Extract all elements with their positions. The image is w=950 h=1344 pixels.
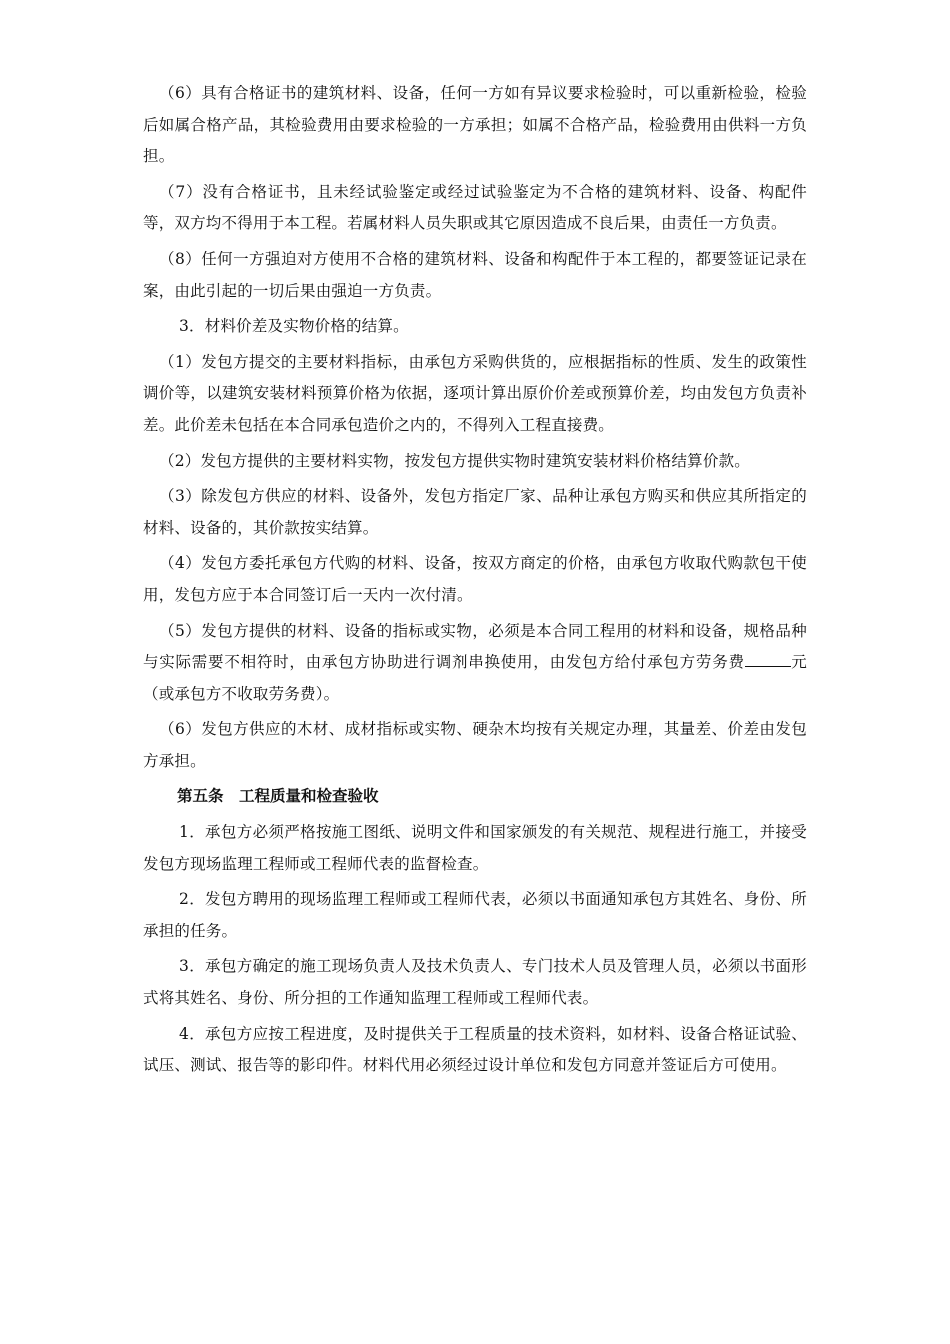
clause-5-1: 1．承包方必须严格按施工图纸、说明文件和国家颁发的有关规范、规程进行施工，并接受发包方现场监理工程师或工程师代表的监督检查。 bbox=[143, 823, 807, 873]
clause-4-3-3: （3）除发包方供应的材料、设备外，发包方指定厂家、品种让承包方购买和供应其所指定的材料、设备的，其价款按实结算。 bbox=[143, 487, 807, 537]
clause-5-3: 3．承包方确定的施工现场负责人及技术负责人、专门技术人员及管理人员，必须以书面形式将其姓名、身份、所分担的工作通知监理工程师或工程师代表。 bbox=[143, 957, 807, 1008]
clause-4-2-7: （7）没有合格证书，且未经试验鉴定或经过试验鉴定为不合格的建筑材料、设备、构配件等，双方均不得用于本工程。若属材料人员失职或其它原因造成不良后果，由责任一方负责。 bbox=[143, 182, 807, 233]
article-5-title: 第五条 工程质量和检查验收 bbox=[177, 787, 379, 806]
clause-4-3-6: （6）发包方供应的木材、成材指标或实物、硬杂木均按有关规定办理，其量差、价差由发包方承担。 bbox=[143, 720, 807, 770]
clause-4-3-4: （4）发包方委托承包方代购的材料、设备，按双方商定的价格，由承包方收取代购款包干使用，发包方应于本合同签订后一天内一次付清。 bbox=[143, 554, 807, 604]
clause-5-4: 4．承包方应按工程进度，及时提供关于工程质量的技术资料，如材料、设备合格证试验、试压、测试、报告等的影印件。材料代用必须经过设计单位和发包方同意并签证后方可使用。 bbox=[143, 1024, 807, 1075]
clause-4-3-5 bbox=[143, 616, 807, 711]
clause-4-3-2: （2）发包方提供的主要材料实物，按发包方提供实物时建筑安装材料价格结算价款。 bbox=[159, 451, 750, 470]
clause-4-3-5-text: （5）发包方提供的材料、设备的指标或实物，必须是本合同工程用的材料和设备，规格品种与实际需要不相符时，由承包方协助进行调剂串换使用，由发包方给付承包方劳务费 bbox=[143, 621, 807, 672]
fee-blank bbox=[745, 650, 791, 667]
clause-4-2-8: （8）任何一方强迫对方使用不合格的建筑材料、设备和构配件于本工程的，都要签证记录在案，由此引起的一切后果由强迫一方负责。 bbox=[143, 249, 807, 300]
clause-4-3-heading: 3．材料价差及实物价格的结算。 bbox=[179, 317, 409, 336]
clause-5-2: 2．发包方聘用的现场监理工程师或工程师代表，必须以书面通知承包方其姓名、身份、所承担的任务。 bbox=[143, 890, 807, 940]
clause-4-3-5-tail: 元（或承包方不收取劳务费）。 bbox=[143, 653, 807, 703]
clause-4-3-1: （1）发包方提交的主要材料指标，由承包方采购供货的，应根据指标的性质、发生的政策性调价等，以建筑安装材料预算价格为依据，逐项计算出原价价差或预算价差，均由发包方负责补差。此价差未包括在本合同承包造价之内的，不得列入工程直接费。 bbox=[143, 352, 807, 434]
document-body bbox=[143, 78, 807, 1086]
clause-4-2-6: （6）具有合格证书的建筑材料、设备，任何一方如有异议要求检验时，可以重新检验，检验后如属合格产品，其检验费用由要求检验的一方承担；如属不合格产品，检验费用由供料一方负担。 bbox=[143, 84, 807, 166]
